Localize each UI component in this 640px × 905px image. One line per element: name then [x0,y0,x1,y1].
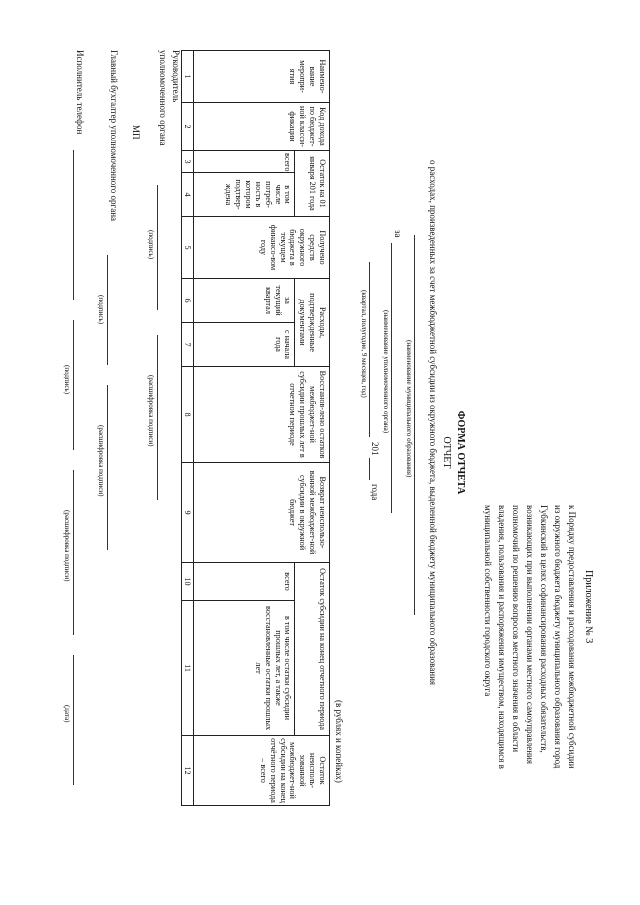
column-number: 4 [181,173,194,217]
header-expenses: Расходы, подтвержденные документами [295,279,330,367]
column-number: 12 [181,736,194,806]
head-label-line1: Руководитель [171,50,181,103]
column-number: 3 [181,151,194,173]
header-balance-start-total: всего [194,151,295,173]
executor-caption-sign: (подпись) [63,365,71,395]
header-received: Получено средств окружного бюджета в текущем финансо-вом году [194,217,330,279]
head-label-line2: уполномоченного органа [158,50,168,146]
executor-date-line [73,655,74,785]
caption-period: (квартал, полугодие, 9 месяцев, год) [360,290,368,398]
year-prefix: 201 [370,442,380,456]
head-sign-line [157,185,158,310]
appendix-line-1: к Порядку предоставления и расходования межбюджетной субсидии [567,505,577,769]
report-table [181,50,330,806]
municipality-line [414,235,415,615]
head-caption-decode: (расшифровка подписи) [147,375,155,447]
head-caption-sign: (подпись) [147,230,155,260]
header-balance-start-need: в том числе потреб-ность в котором подтвер-ждена [194,173,295,217]
seal-mp: МП [131,125,141,140]
form-title: ФОРМА ОТЧЕТА [455,410,466,495]
header-balance-start: Остаток на 01 января 201 года [295,151,330,217]
header-balance-end-incl: в том числе остатки субсидии прошлых лет, а также восстановленные остатки прошлых лет [194,601,295,736]
year-suffix: года [370,484,380,501]
report-title: ОТЧЕТ [441,436,452,469]
appendix-line-7: муниципальной собственности городского округа [483,505,493,697]
column-number: 9 [181,463,194,563]
appendix-line-2: из окружного бюджета бюджету муниципального образования город [553,505,563,769]
header-activity-name: Наимено-вание меропри-ятия [194,51,330,103]
column-number: 11 [181,601,194,736]
column-number: 7 [181,323,194,367]
authority-line [391,243,392,513]
column-number: 10 [181,563,194,601]
accountant-caption-sign: (подпись) [97,295,105,325]
caption-municipality: (наименование муниципального образования) [405,340,413,478]
executor-phone-line [73,150,74,300]
column-number: 2 [181,103,194,151]
header-unused-balance: Остаток неисполь-зованной межбюджет-ной субсидии на конец отчётного периода – всего [194,736,330,806]
prefix-za: за [393,230,403,238]
period-line [369,262,370,437]
report-description: о расходах, произведенных за счет межбюджетной субсидии из окружного бюджета, выделенной бюджету муниципального образования [428,160,438,686]
units-note: (в рублях и копейках) [334,700,344,783]
appendix-line-4: возникающих при выполнении органами местного самоуправления [525,505,535,764]
executor-label: Исполнитель телефон [75,50,85,135]
accountant-sign-line [107,255,108,365]
header-returned: Возврат неиспользо-ванной межбюджет-ной субсидии в окружной бюджет [194,463,330,563]
appendix-line-3: Губкинский в целях софинансирования расходных обязательств, [539,505,549,753]
appendix-title: Приложение № 3 [583,570,594,644]
caption-authority: (наименование уполномоченного органа) [382,310,390,434]
column-number: 6 [181,279,194,323]
header-restored: Восстанов-лено остатков межбюджет-ной субсидии прошлых лет в отчетном периоде [194,367,330,463]
executor-decode-line [73,470,74,635]
executor-caption-date: (дата) [63,705,71,723]
appendix-line-5: полномочий по решению вопросов местного значения в области [511,505,521,753]
accountant-label: Главный бухгалтер уполномоченного органа [109,50,119,222]
header-income-code: Код дохода по бюджет-ной класси-фикации [194,103,330,151]
header-expenses-quarter: за текущий квартал [194,279,295,323]
column-number: 8 [181,367,194,463]
header-balance-end-total: всего [194,563,295,601]
header-balance-end: Остаток субсидии на конец отчетного периода [295,563,330,736]
executor-caption-decode: (расшифровка подписи) [63,510,71,582]
header-expenses-year: с начала года [194,323,295,367]
appendix-line-6: владения, пользования и распоряжения имуществом, находящимся в [497,505,507,769]
column-number: 5 [181,217,194,279]
executor-sign-line [73,320,74,450]
year-line [369,458,370,480]
accountant-decode-line [107,385,108,550]
column-number: 1 [181,51,194,103]
column-numbers-row [181,51,194,806]
head-decode-line [157,335,158,500]
accountant-caption-decode: (расшифровка подписи) [97,425,105,497]
